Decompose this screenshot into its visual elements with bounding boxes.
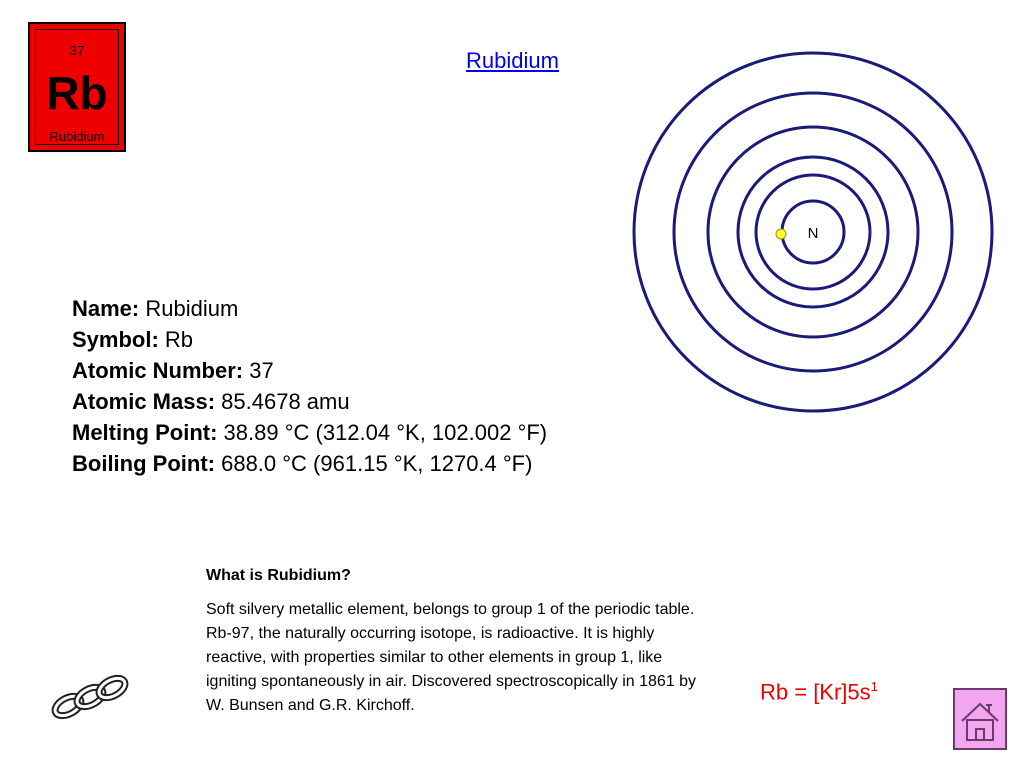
tile-symbol: Rb [46,67,108,119]
fact-value: Rb [164,327,194,352]
fact-value: 37 [249,358,274,383]
fact-atomic-mass-row [72,386,547,417]
fact-label: Atomic Mass: [72,389,216,414]
fact-value: 85.4678 amu [221,389,350,414]
element-tile-frame [35,29,119,145]
element-facts [72,293,547,479]
fact-label: Melting Point: [72,420,218,445]
fact-symbol-row [72,324,547,355]
fact-value: 688.0 °C (961.15 °K, 1270.4 °F) [221,451,533,476]
home-button[interactable] [953,688,1007,750]
nucleus-label: N [807,225,819,242]
fact-label: Symbol: [72,327,159,352]
fact-label: Boiling Point: [72,451,215,476]
description-body: Soft silvery metallic element, belongs to group 1 of the periodic table. Rb-97, the naturally occurring isotope, is radioactive. It is highly reactive, with properties similar to other elements in group 1, like igniting spontaneously in air. Discovered spectroscopically in 1861 by W. Bunsen and G.R. Kirchoff. [206,601,697,714]
fact-label: Name: [72,296,140,321]
config-text: Rb = [Kr]5s [760,679,871,705]
fact-label: Atomic Number: [72,358,244,383]
chain-link-icon[interactable] [50,672,130,722]
bohr-atom-diagram [628,47,998,417]
electron-configuration [760,679,878,705]
title-link[interactable]: Rubidium [466,48,559,73]
config-superscript: 1 [870,679,878,694]
fact-value: Rubidium [145,296,239,321]
valence-electron [776,229,786,239]
description-block [206,564,706,718]
tile-element-name: Rubidium [49,129,105,144]
element-tile [28,22,126,152]
fact-atomic-number-row [72,355,547,386]
home-icon [955,690,1005,748]
fact-name-row [72,293,547,324]
fact-melting-point-row [72,417,547,448]
fact-value: 38.89 °C (312.04 °K, 102.002 °F) [223,420,548,445]
description-title: What is Rubidium? [206,567,351,584]
fact-boiling-point-row [72,448,547,479]
tile-atomic-number: 37 [69,43,85,58]
